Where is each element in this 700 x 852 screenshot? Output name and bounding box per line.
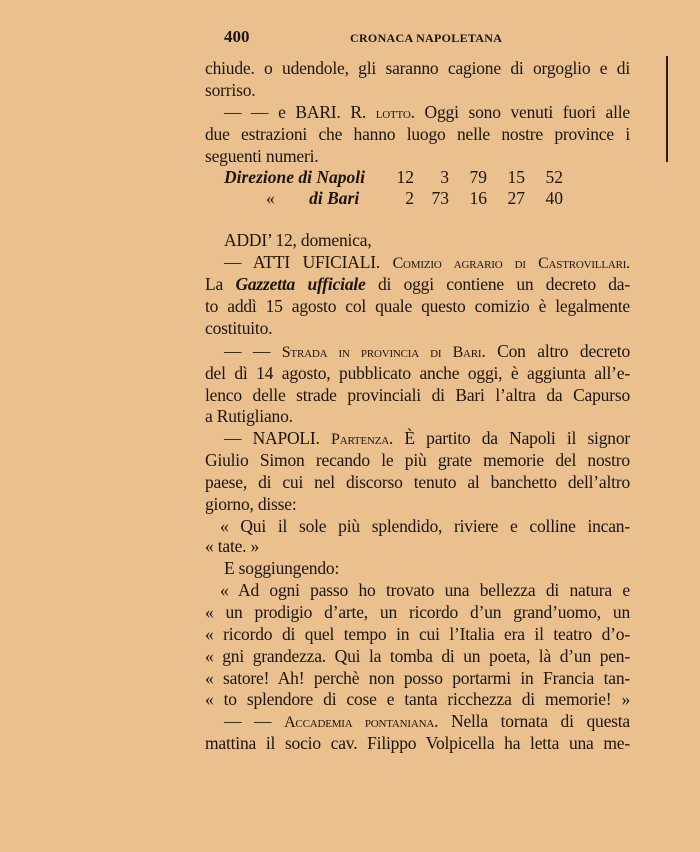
text: . Con altro decreto xyxy=(481,341,631,361)
running-title: CRONACA NAPOLETANA xyxy=(350,31,503,45)
text-line: giorno, disse: xyxy=(205,494,297,514)
dash: — — xyxy=(224,102,279,122)
number: 73 xyxy=(431,188,449,208)
section-subheading: Partenza xyxy=(331,431,389,448)
number: 52 xyxy=(545,167,563,187)
text-line: a Rutigliano. xyxy=(205,406,293,426)
text: . È partito da Napoli il signor xyxy=(388,428,630,448)
text: . Oggi sono venuti fuori alle xyxy=(410,102,630,122)
date-heading: ADDI’ 12, domenica, xyxy=(224,230,372,250)
dash: — — xyxy=(224,711,285,731)
section-subheading: Comizio agrario di Castrovillari. xyxy=(392,255,630,272)
text-line: « gni grandezza. Qui la tomba di un poeta, là d’un pen- xyxy=(205,646,630,666)
section-heading: e BARI. R. xyxy=(278,102,376,122)
row-label: Direzione di Napoli xyxy=(224,167,365,187)
number: 3 xyxy=(440,167,449,187)
text-line: to addì 15 agosto col quale questo comizio è legalmente xyxy=(205,296,630,316)
section-heading: — ATTI UFICIALI. xyxy=(224,252,393,272)
lotto-row-napoli xyxy=(224,166,365,188)
number: 12 xyxy=(396,167,414,187)
text-line: costituito. xyxy=(205,318,273,338)
section-subheading: Accademia pontaniana xyxy=(284,714,435,731)
number: 27 xyxy=(507,188,525,208)
number: 15 xyxy=(507,167,525,187)
text-line xyxy=(224,427,630,451)
text-line: chiude. o udendole, gli saranno cagione di orgoglio e di xyxy=(205,58,630,78)
row-label: di Bari xyxy=(309,188,360,208)
text: La xyxy=(205,274,236,294)
text-line xyxy=(224,340,630,364)
text-line: due estrazioni che hanno luogo nelle nostre province i xyxy=(205,124,630,144)
text-line: seguenti numeri. xyxy=(205,146,319,166)
number: 79 xyxy=(469,167,487,187)
number: 16 xyxy=(469,188,487,208)
text: . Nella tornata di questa xyxy=(434,711,631,731)
text-line: Giulio Simon recando le più grate memorie del nostro xyxy=(205,450,630,470)
number: 2 xyxy=(405,188,414,208)
section-subheading: Strada in provincia di Bari xyxy=(281,344,482,361)
text-line xyxy=(224,101,630,125)
section-subheading: lotto xyxy=(375,105,411,122)
text-line: mattina il socio cav. Filippo Volpicella ha letta una me- xyxy=(205,733,630,753)
text-line xyxy=(205,273,630,295)
text-line xyxy=(224,710,630,734)
italic-text: Gazzetta ufficiale xyxy=(235,274,366,294)
lotto-row-bari xyxy=(266,187,359,209)
text-line: « un prodigio d’arte, un ricordo d’un grand’uomo, un xyxy=(205,602,630,622)
text-line: E soggiungendo: xyxy=(224,558,340,578)
section-heading: — NAPOLI. xyxy=(224,428,331,448)
text-line: « tate. » xyxy=(205,536,260,556)
text: di oggi contiene un decreto da- xyxy=(365,274,631,294)
text-line: « to splendore di cose e tanta ricchezza di memorie! » xyxy=(205,689,630,709)
text-line: « Qui il sole più splendido, riviere e colline incan- xyxy=(220,516,630,536)
text-line: del dì 14 agosto, pubblicato anche oggi, è aggiunta all’e- xyxy=(205,363,630,383)
margin-rule xyxy=(666,56,668,162)
ditto-mark: « xyxy=(266,188,275,208)
dash: — — xyxy=(224,341,282,361)
text-line: « satore! Ah! perchè non posso portarmi in Francia tan- xyxy=(205,668,630,688)
text-line: paese, di cui nel discorso tenuto al banchetto dell’altro xyxy=(205,472,630,492)
text-line: « ricordo di quel tempo in cui l’Italia era il teatro d’o- xyxy=(205,624,630,644)
text-line: « Ad ogni passo ho trovato una bellezza di natura e xyxy=(220,580,630,600)
page-number: 400 xyxy=(224,27,250,46)
text-line: lenco delle strade provinciali di Bari l’altra da Capurso xyxy=(205,385,630,405)
text-line xyxy=(224,251,630,275)
text-line: sorriso. xyxy=(205,80,256,100)
number: 40 xyxy=(545,188,563,208)
